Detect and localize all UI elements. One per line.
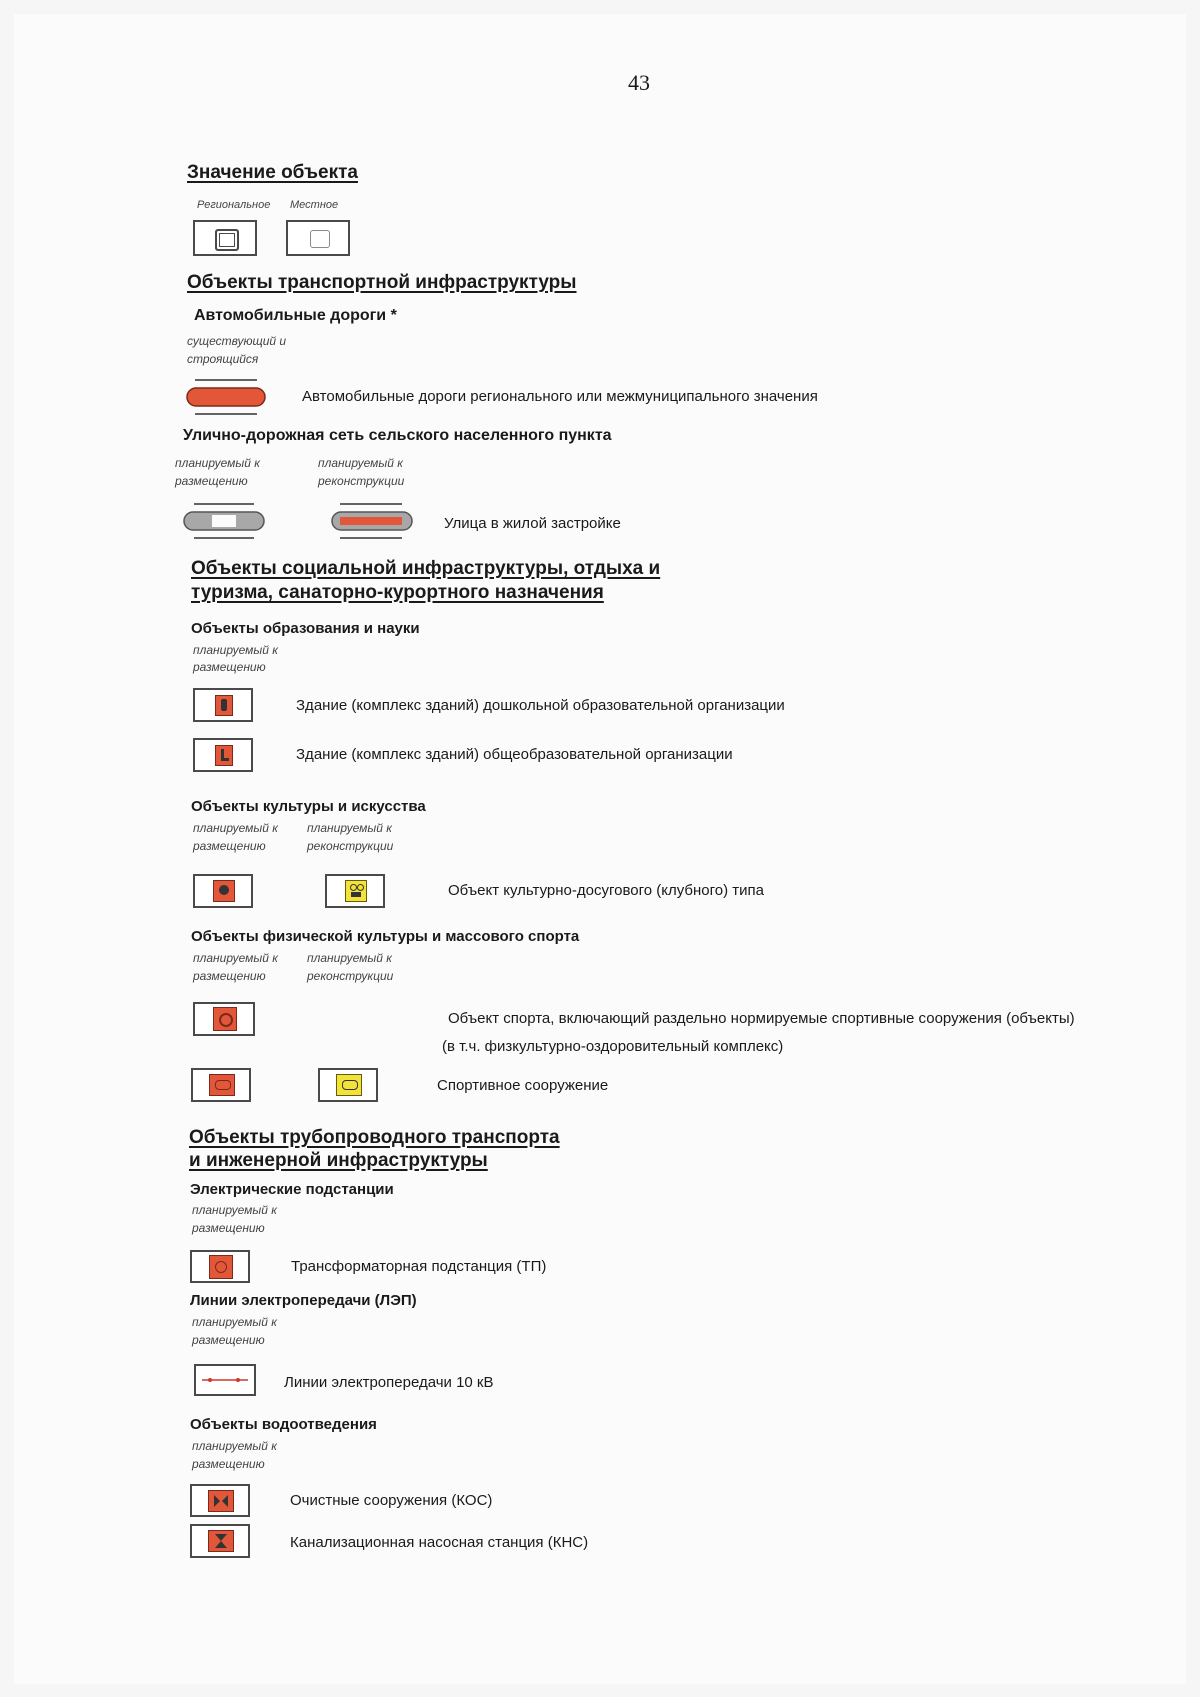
regional-road-desc: Автомобильные дороги регионального или межмуниципального значения — [302, 388, 818, 405]
treatment-plant-desc: Очистные сооружения (КОС) — [290, 1492, 493, 1509]
roads-status-line1: существующий и — [187, 334, 287, 348]
power-line-desc: Линии электропередачи 10 кВ — [284, 1374, 494, 1391]
street-planned-recon-1: планируемый к — [318, 456, 403, 470]
sport-facility-desc: Спортивное сооружение — [437, 1077, 609, 1094]
street-planned-place-2: размещению — [175, 474, 248, 488]
roads-status-line2: строящийся — [187, 352, 259, 366]
sport-object-symbol — [193, 1002, 255, 1036]
sewage-pump-station-desc: Канализационная насосная станция (КНС) — [290, 1534, 589, 1551]
transformer-substation-symbol — [190, 1250, 250, 1283]
school-desc: Здание (комплекс зданий) общеобразовательной организации — [296, 746, 733, 763]
sport-object-desc-2: (в т.ч. физкультурно-оздоровительный комплекс) — [442, 1038, 784, 1055]
social-heading-line1: Объекты социальной инфраструктуры, отдыха и — [191, 558, 661, 579]
club-desc: Объект культурно-досугового (клубного) типа — [448, 882, 764, 899]
transformer-substation-desc: Трансформаторная подстанция (ТП) — [291, 1258, 547, 1275]
sewer-heading: Объекты водоотведения — [190, 1416, 377, 1433]
social-heading-line2: туризма, санаторно-курортного назначения — [191, 582, 604, 603]
sport-facility-recon-symbol — [318, 1068, 378, 1102]
sport-recon-2: реконструкции — [307, 969, 394, 983]
sewage-pump-station-symbol — [190, 1524, 250, 1558]
club-planned-symbol — [193, 874, 253, 908]
school-symbol — [193, 738, 253, 772]
culture-place-1: планируемый к — [193, 821, 278, 835]
power-lines-heading: Линии электропередачи (ЛЭП) — [190, 1292, 417, 1309]
page-sheet — [14, 14, 1186, 1684]
local-symbol — [286, 220, 350, 256]
street-planned-place-1: планируемый к — [175, 456, 260, 470]
treatment-plant-symbol — [190, 1484, 250, 1517]
street-recon-symbol — [330, 502, 414, 540]
regional-road-symbol — [185, 378, 267, 416]
culture-recon-1: планируемый к — [307, 821, 392, 835]
transport-heading: Объекты транспортной инфраструктуры — [187, 272, 577, 293]
sport-recon-1: планируемый к — [307, 951, 392, 965]
local-label: Местное — [290, 199, 339, 211]
club-recon-symbol — [325, 874, 385, 908]
sport-heading: Объекты физической культуры и массового спорта — [191, 928, 580, 945]
engineering-heading-line2: и инженерной инфраструктуры — [189, 1150, 488, 1171]
regional-label: Региональное — [197, 199, 271, 211]
education-heading: Объекты образования и науки — [191, 620, 420, 637]
significance-heading: Значение объекта — [187, 162, 358, 183]
culture-heading: Объекты культуры и искусства — [191, 798, 426, 815]
substations-status-2: размещению — [192, 1221, 265, 1235]
power-lines-status-1: планируемый к — [192, 1315, 277, 1329]
education-status-2: размещению — [193, 660, 266, 674]
substations-heading: Электрические подстанции — [190, 1181, 394, 1198]
power-lines-status-2: размещению — [192, 1333, 265, 1347]
sport-place-1: планируемый к — [193, 951, 278, 965]
power-line-symbol — [194, 1364, 256, 1396]
kindergarten-symbol — [193, 688, 253, 722]
education-status-1: планируемый к — [193, 643, 278, 657]
sport-facility-planned-symbol — [191, 1068, 251, 1102]
street-desc: Улица в жилой застройке — [444, 515, 621, 532]
regional-symbol — [193, 220, 257, 256]
roads-heading: Автомобильные дороги * — [194, 307, 397, 324]
street-planned-symbol — [182, 502, 266, 540]
substations-status-1: планируемый к — [192, 1203, 277, 1217]
page-number: 43 — [628, 70, 650, 95]
sewer-status-1: планируемый к — [192, 1439, 277, 1453]
engineering-heading-line1: Объекты трубопроводного транспорта — [189, 1127, 560, 1148]
kindergarten-desc: Здание (комплекс зданий) дошкольной образовательной организации — [296, 697, 785, 714]
culture-place-2: размещению — [193, 839, 266, 853]
sport-object-desc-1: Объект спорта, включающий раздельно нормируемые спортивные сооружения (объекты) — [448, 1010, 1075, 1027]
sewer-status-2: размещению — [192, 1457, 265, 1471]
street-network-heading: Улично-дорожная сеть сельского населенного пункта — [183, 427, 612, 444]
street-planned-recon-2: реконструкции — [318, 474, 405, 488]
culture-recon-2: реконструкции — [307, 839, 394, 853]
sport-place-2: размещению — [193, 969, 266, 983]
